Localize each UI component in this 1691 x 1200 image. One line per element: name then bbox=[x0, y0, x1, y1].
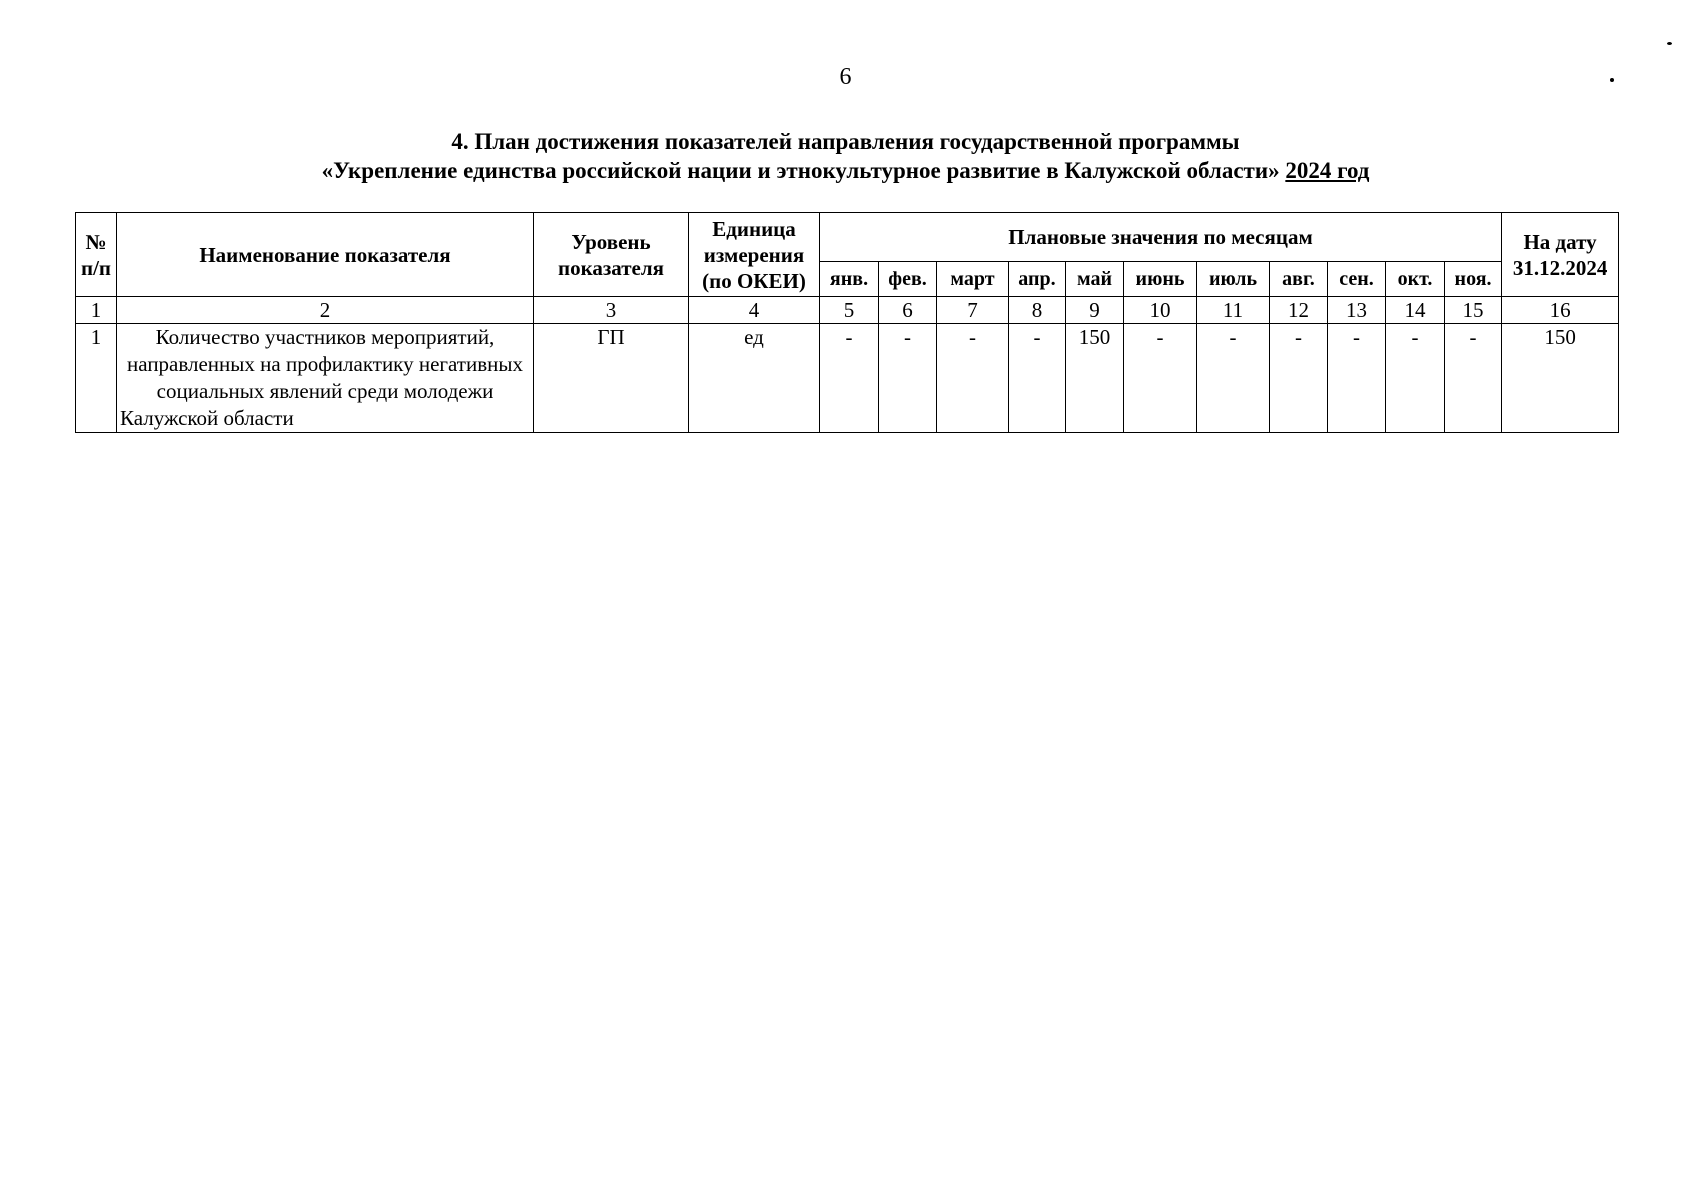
value-year-end: 150 bbox=[1502, 324, 1619, 433]
header-plan: Плановые значения по месяцам bbox=[820, 213, 1502, 262]
month-nov: ноя. bbox=[1445, 262, 1502, 297]
value-jan: - bbox=[820, 324, 879, 433]
column-number: 14 bbox=[1386, 297, 1445, 324]
indicator-plan-table bbox=[75, 212, 1619, 433]
value-jun: - bbox=[1124, 324, 1197, 433]
column-number: 4 bbox=[689, 297, 820, 324]
value-sep: - bbox=[1328, 324, 1386, 433]
title-line-1: 4. План достижения показателей направления государственной программы bbox=[451, 129, 1240, 154]
title-program-name: «Укрепление единства российской нации и этнокультурное развитие в Калужской области» bbox=[321, 158, 1280, 183]
month-jun: июнь bbox=[1124, 262, 1197, 297]
value-aug: - bbox=[1270, 324, 1328, 433]
column-number: 10 bbox=[1124, 297, 1197, 324]
row-num: 1 bbox=[76, 324, 117, 433]
header-unit: Единица измерения (по ОКЕИ) bbox=[689, 213, 820, 297]
value-oct: - bbox=[1386, 324, 1445, 433]
page-number: 6 bbox=[839, 64, 852, 90]
column-number: 16 bbox=[1502, 297, 1619, 324]
column-number: 2 bbox=[117, 297, 534, 324]
column-number: 1 bbox=[76, 297, 117, 324]
header-name: Наименование показателя bbox=[117, 213, 534, 297]
column-number-row bbox=[76, 297, 1619, 324]
title-line-2 bbox=[0, 156, 1691, 185]
month-jan: янв. bbox=[820, 262, 879, 297]
table-row bbox=[76, 324, 1619, 433]
month-feb: фев. bbox=[879, 262, 937, 297]
column-number: 11 bbox=[1197, 297, 1270, 324]
scan-speck bbox=[1610, 78, 1614, 82]
month-oct: окт. bbox=[1386, 262, 1445, 297]
document-title bbox=[0, 127, 1691, 185]
month-jul: июль bbox=[1197, 262, 1270, 297]
value-feb: - bbox=[879, 324, 937, 433]
indicator-level: ГП bbox=[534, 324, 689, 433]
month-aug: авг. bbox=[1270, 262, 1328, 297]
header-num: № п/п bbox=[76, 213, 117, 297]
column-number: 13 bbox=[1328, 297, 1386, 324]
indicator-name: Количество участников мероприятий, направленных на профилактику негативных социальных явлений среди молодежи Калужской области bbox=[117, 324, 534, 433]
month-may: май bbox=[1066, 262, 1124, 297]
value-jul: - bbox=[1197, 324, 1270, 433]
month-apr: апр. bbox=[1009, 262, 1066, 297]
column-number: 12 bbox=[1270, 297, 1328, 324]
header-date: На дату 31.12.2024 bbox=[1502, 213, 1619, 297]
title-year: 2024 год bbox=[1285, 158, 1370, 183]
header-row bbox=[76, 213, 1619, 262]
value-nov: - bbox=[1445, 324, 1502, 433]
column-number: 15 bbox=[1445, 297, 1502, 324]
indicator-unit: ед bbox=[689, 324, 820, 433]
column-number: 7 bbox=[937, 297, 1009, 324]
scan-speck bbox=[1667, 42, 1672, 45]
column-number: 3 bbox=[534, 297, 689, 324]
column-number: 6 bbox=[879, 297, 937, 324]
column-number: 5 bbox=[820, 297, 879, 324]
month-mar: март bbox=[937, 262, 1009, 297]
value-may: 150 bbox=[1066, 324, 1124, 433]
month-sep: сен. bbox=[1328, 262, 1386, 297]
value-apr: - bbox=[1009, 324, 1066, 433]
value-mar: - bbox=[937, 324, 1009, 433]
column-number: 9 bbox=[1066, 297, 1124, 324]
column-number: 8 bbox=[1009, 297, 1066, 324]
header-level: Уровень показателя bbox=[534, 213, 689, 297]
